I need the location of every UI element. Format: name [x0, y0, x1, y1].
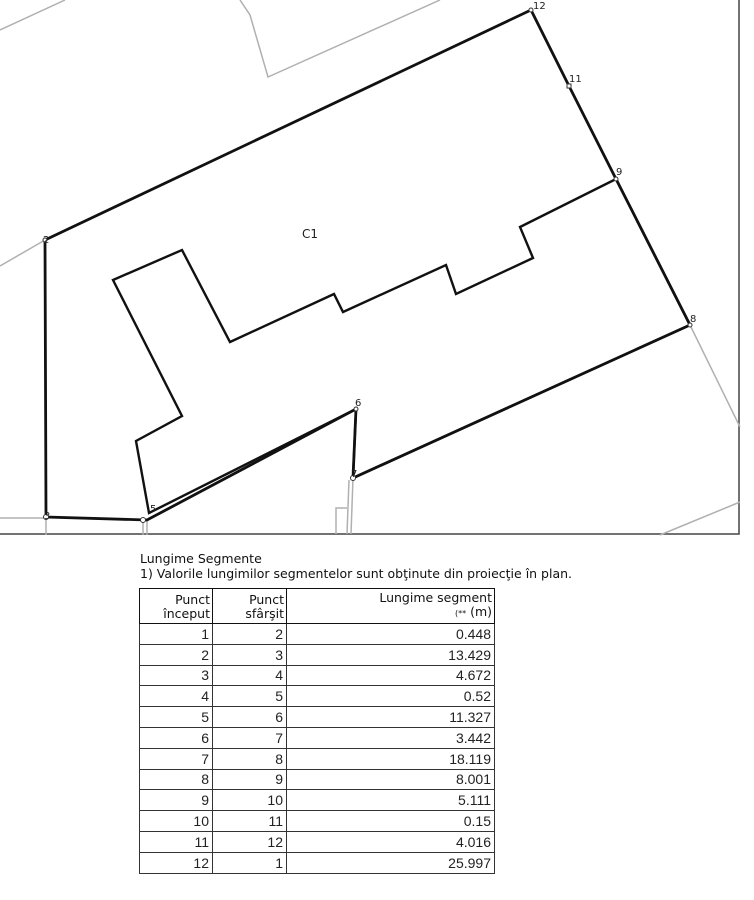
cell-end: 11 [213, 811, 287, 832]
cell-start: 6 [140, 727, 213, 748]
table-row [140, 665, 495, 686]
cell-start: 2 [140, 644, 213, 665]
point-label-8: 8 [690, 314, 697, 325]
point-label-6: 6 [355, 398, 362, 409]
table-row [140, 727, 495, 748]
point-label-5: 5 [150, 504, 157, 515]
segment-legend [140, 552, 620, 581]
cell-start: 5 [140, 707, 213, 728]
cell-end: 5 [213, 686, 287, 707]
cell-length: 5.111 [287, 790, 495, 811]
cell-start: 9 [140, 790, 213, 811]
cell-end: 7 [213, 727, 287, 748]
segment-length-table [139, 588, 495, 874]
building-label: C1 [302, 227, 319, 241]
cell-start: 3 [140, 665, 213, 686]
table-row [140, 707, 495, 728]
cell-length: 18.119 [287, 748, 495, 769]
cell-length: 11.327 [287, 707, 495, 728]
table-row [140, 748, 495, 769]
cell-start: 11 [140, 831, 213, 852]
cell-length: 25.997 [287, 852, 495, 873]
point-label-9: 9 [616, 167, 623, 178]
cell-length: 4.016 [287, 831, 495, 852]
cell-start: 12 [140, 852, 213, 873]
cell-length: 4.672 [287, 665, 495, 686]
cell-end: 12 [213, 831, 287, 852]
table-row [140, 624, 495, 645]
table-row [140, 811, 495, 832]
cell-start: 7 [140, 748, 213, 769]
point-label-2: 2 [43, 235, 50, 246]
cell-start: 1 [140, 624, 213, 645]
cell-end: 10 [213, 790, 287, 811]
cell-length: 13.429 [287, 644, 495, 665]
cell-end: 6 [213, 707, 287, 728]
table-row [140, 769, 495, 790]
cell-end: 8 [213, 748, 287, 769]
point-label-7: 7 [351, 469, 358, 480]
header-end-point: Punct sfârşit [213, 589, 287, 624]
cell-end: 1 [213, 852, 287, 873]
legend-note: 1) Valorile lungimilor segmentelor sunt obţinute din proiecţie în plan. [140, 566, 573, 581]
cell-end: 9 [213, 769, 287, 790]
table-row [140, 644, 495, 665]
cell-length: 0.52 [287, 686, 495, 707]
table-row [140, 686, 495, 707]
cell-length: 0.15 [287, 811, 495, 832]
header-segment-length: Lungime segment (** (m) [287, 589, 495, 624]
cell-start: 8 [140, 769, 213, 790]
table-header-row [140, 589, 495, 624]
table-row [140, 852, 495, 873]
cell-end: 3 [213, 644, 287, 665]
cell-end: 4 [213, 665, 287, 686]
cell-length: 3.442 [287, 727, 495, 748]
point-label-11: 11 [569, 74, 582, 85]
legend-title: Lungime Segmente [140, 551, 262, 566]
point-label-3: 3 [44, 511, 51, 522]
cell-start: 4 [140, 686, 213, 707]
point-label-12: 12 [533, 1, 546, 12]
table-row [140, 790, 495, 811]
header-start-point: Punct început [140, 589, 213, 624]
cell-end: 2 [213, 624, 287, 645]
cell-start: 10 [140, 811, 213, 832]
cell-length: 8.001 [287, 769, 495, 790]
cell-length: 0.448 [287, 624, 495, 645]
table-row [140, 831, 495, 852]
